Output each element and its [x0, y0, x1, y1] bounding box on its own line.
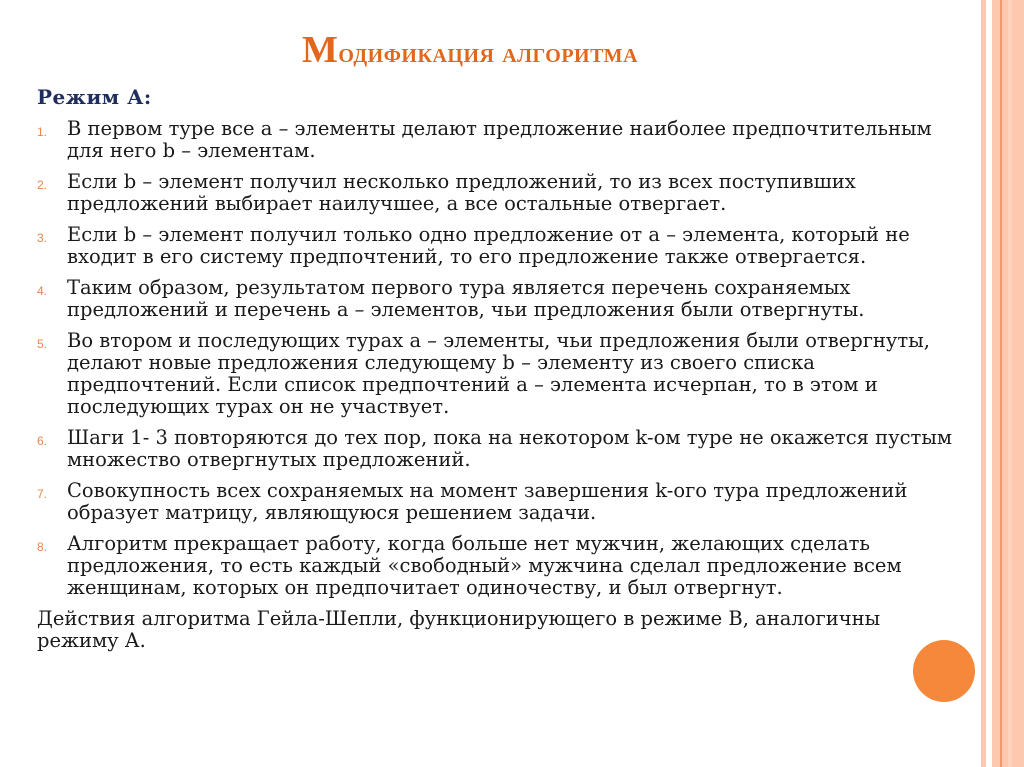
list-item [37, 118, 967, 162]
item-number: 3. [37, 231, 48, 245]
closing-paragraph: Действия алгоритма Гейла-Шепли, функционирующего в режиме В, аналогичны режиму А. [37, 607, 881, 652]
item-text: В первом туре все а – элементы делают предложение наиболее предпочтительным для него b – элементам. [67, 117, 932, 162]
item-text: Если b – элемент получил только одно предложение от а – элемента, который не входит в его систему предпочтений, то его предложение также отвергается. [67, 223, 910, 268]
list-item [37, 480, 967, 524]
item-text: Алгоритм прекращает работу, когда больше нет мужчин, желающих сделать предложения, то есть каждый «свободный» мужчина сделал предложение всем женщинам, которых он предпочитает одиночеству, и был отвергнут. [67, 532, 902, 599]
item-number: 8. [37, 540, 48, 554]
list-item [37, 171, 967, 215]
decorative-orange-circle [913, 640, 975, 702]
slide-title [0, 28, 940, 72]
item-number: 2. [37, 178, 48, 192]
decorative-stripe [981, 0, 986, 767]
mode-heading: Режим А: [37, 85, 152, 109]
item-text: Если b – элемент получил несколько предложений, то из всех поступивших предложений выбирает наилучшее, а все остальные отвергает. [67, 170, 856, 215]
item-text: Во втором и последующих турах а – элементы, чьи предложения были отвергнуты, делают новые предложения следующему b – элементу из своего списка предпочтений. Если список предпочтений а – элемента исчерпан, то в этом и последующих турах он не участвует. [67, 329, 930, 418]
list-item [37, 427, 967, 471]
decorative-line [1000, 0, 1002, 767]
slide-body [37, 86, 967, 652]
item-number: 5. [37, 337, 48, 351]
item-number: 4. [37, 284, 48, 298]
item-number: 6. [37, 434, 48, 448]
slide-title-initial: М [301, 29, 339, 71]
item-text: Шаги 1- 3 повторяются до тех пор, пока на некотором k-ом туре не окажется пустым множество отвергнутых предложений. [67, 426, 953, 471]
list-item [37, 277, 967, 321]
item-text: Совокупность всех сохраняемых на момент завершения k-ого тура предложений образует матрицу, являющуюся решением задачи. [67, 479, 908, 524]
item-number: 1. [37, 125, 48, 139]
item-text: Таким образом, результатом первого тура является перечень сохраняемых предложений и перечень а – элементов, чьи предложения были отвергнуты. [67, 276, 865, 321]
slide-title-rest: одификация алгоритма [338, 37, 639, 69]
list-item [37, 224, 967, 268]
algorithm-steps-list [37, 118, 967, 599]
list-item [37, 533, 967, 599]
item-number: 7. [37, 487, 48, 501]
decorative-band-highlight [1008, 0, 1012, 767]
list-item [37, 330, 967, 418]
